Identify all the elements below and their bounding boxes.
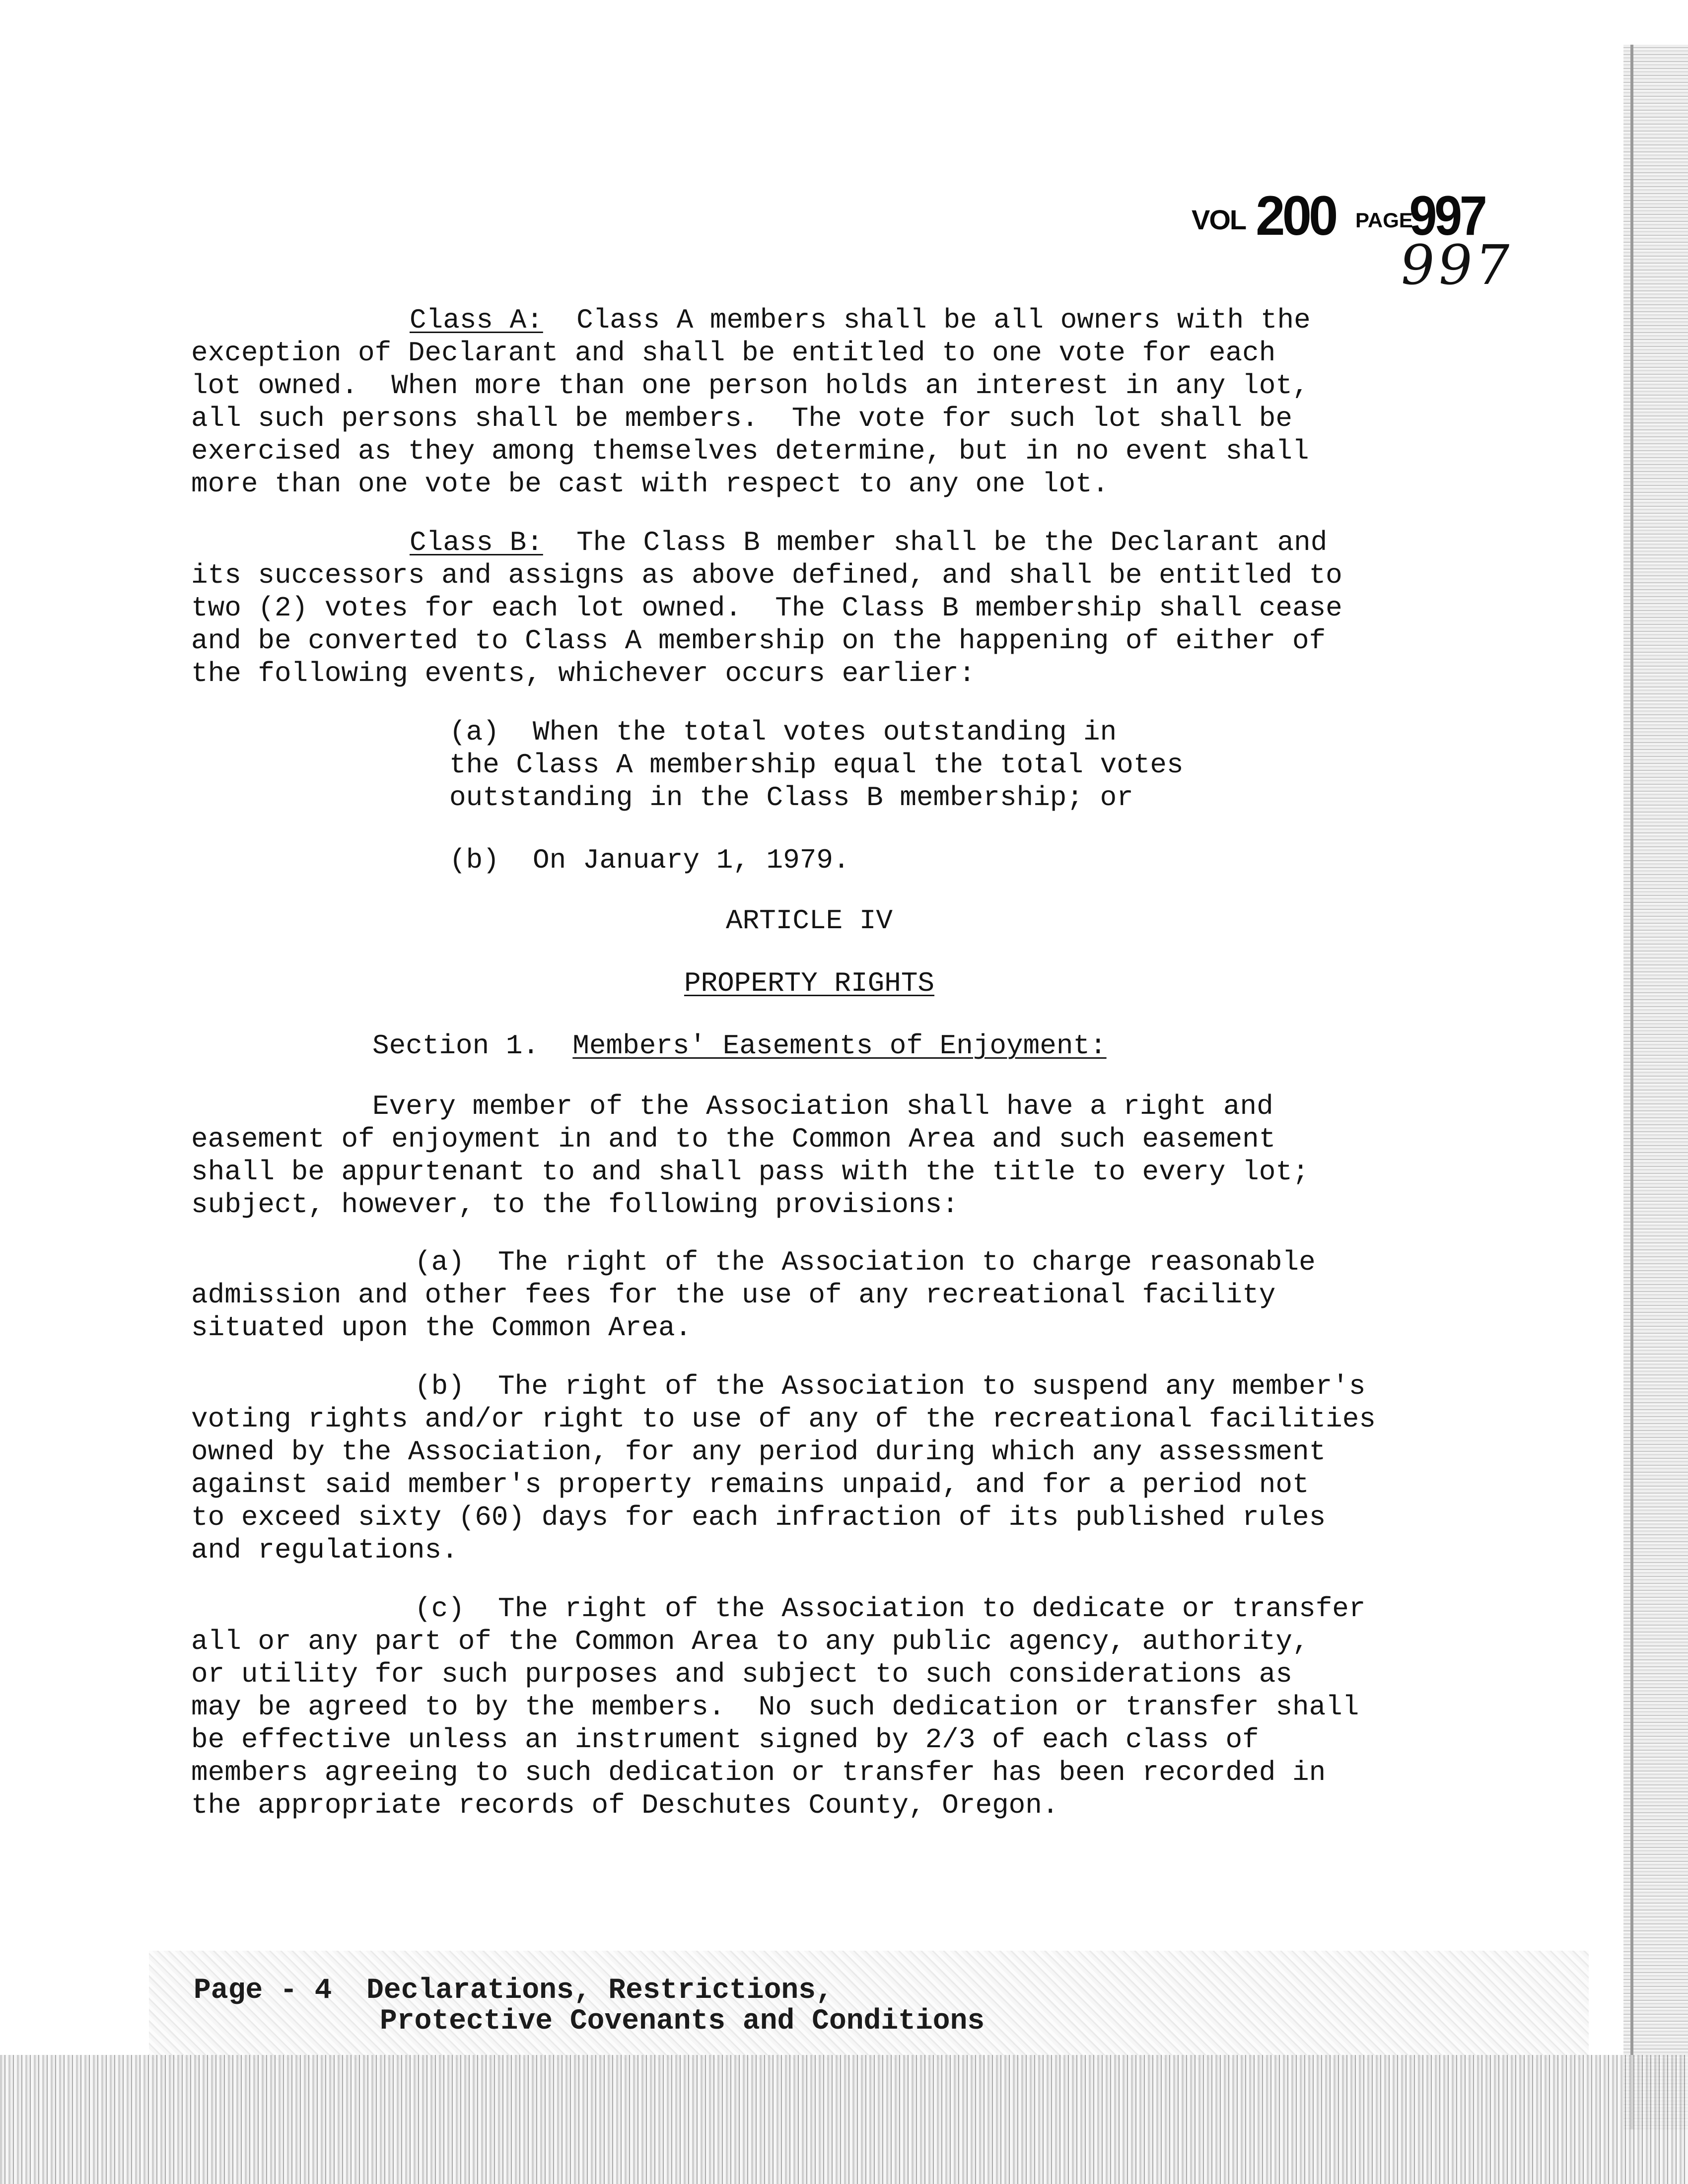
footer-title-line-2: Protective Covenants and Conditions	[380, 2005, 985, 2038]
class-b-line: its successors and assigns as above defined, and shall be entitled to	[191, 559, 1342, 591]
section-1-heading	[372, 1029, 1107, 1062]
class-a-line: lot owned. When more than one person holds an interest in any lot,	[191, 370, 1309, 402]
handwritten-page-number: 997	[1396, 233, 1518, 297]
class-b-line: the following events, whichever occurs earlier:	[191, 658, 976, 689]
scan-bottom-noise	[0, 2055, 1688, 2184]
provision-b-line: (b) The right of the Association to suspend any member's	[415, 1370, 1366, 1402]
scan-edge-line	[1630, 45, 1633, 2129]
article-title	[0, 967, 1618, 1000]
provision-c-line: be effective unless an instrument signed by 2/3 of each class of	[191, 1724, 1259, 1756]
article-title-text: PROPERTY RIGHTS	[684, 967, 935, 999]
event-a-line: (a) When the total votes outstanding in	[449, 716, 1117, 748]
provision-b-line: against said member's property remains unpaid, and for a period not	[191, 1469, 1309, 1501]
section-1-intro-line: shall be appurtenant to and shall pass with the title to every lot;	[191, 1156, 1309, 1188]
section-1-intro-line: easement of enjoyment in and to the Common Area and such easement	[191, 1123, 1276, 1155]
provision-b-line: and regulations.	[191, 1534, 458, 1566]
provision-c-line: all or any part of the Common Area to any public agency, authority,	[191, 1626, 1309, 1657]
stamp-page-number: 997	[1409, 185, 1485, 247]
provision-a-line: (a) The right of the Association to charge reasonable	[415, 1246, 1316, 1278]
footer-page-label: Page - 4	[194, 1975, 332, 2007]
class-a-heading: Class A:	[410, 304, 543, 336]
footer-title-line-1: Declarations, Restrictions,	[366, 1975, 833, 2007]
provision-c-line: the appropriate records of Deschutes County, Oregon.	[191, 1789, 1059, 1821]
provision-c-line: members agreeing to such dedication or transfer has been recorded in	[191, 1757, 1326, 1788]
provision-c-line: or utility for such purposes and subject to such considerations as	[191, 1658, 1292, 1690]
stamp-vol-label: VOL	[1192, 204, 1246, 235]
provision-c-line: may be agreed to by the members. No such dedication or transfer shall	[191, 1691, 1359, 1723]
stamp-page-label: PAGE	[1355, 208, 1413, 232]
section-1-intro-line: subject, however, to the following provisions:	[191, 1189, 959, 1221]
class-a-first-line	[410, 304, 1311, 337]
provision-a-line: admission and other fees for the use of any recreational facility	[191, 1279, 1276, 1311]
article-number: ARTICLE IV	[725, 905, 893, 937]
event-a-line: the Class A membership equal the total votes	[449, 749, 1184, 781]
class-a-first-line-text: Class A members shall be all owners with the	[576, 304, 1311, 336]
class-b-heading: Class B:	[410, 527, 543, 558]
provision-a-line: situated upon the Common Area.	[191, 1312, 692, 1344]
class-b-line: and be converted to Class A membership on the happening of either of	[191, 625, 1326, 657]
class-a-line: exercised as they among themselves determine, but in no event shall	[191, 435, 1309, 467]
section-1-intro-line: Every member of the Association shall have a right and	[372, 1091, 1273, 1122]
stamp-book-number: 200	[1256, 185, 1336, 247]
event-b-line: (b) On January 1, 1979.	[449, 844, 850, 876]
class-b-line: two (2) votes for each lot owned. The Class B membership shall cease	[191, 592, 1342, 624]
class-a-line: more than one vote be cast with respect to any one lot.	[191, 468, 1109, 500]
provision-b-line: owned by the Association, for any period during which any assessment	[191, 1436, 1326, 1468]
class-a-line: exception of Declarant and shall be entitled to one vote for each	[191, 337, 1276, 369]
class-b-first-line-text: The Class B member shall be the Declarant and	[576, 527, 1328, 558]
page-footer	[194, 1976, 833, 2006]
section-1-label: Section 1.	[372, 1030, 540, 1062]
event-a-line: outstanding in the Class B membership; or	[449, 782, 1133, 814]
section-1-title: Members' Easements of Enjoyment:	[572, 1030, 1107, 1062]
provision-b-line: voting rights and/or right to use of any of the recreational facilities	[191, 1403, 1376, 1435]
class-a-line: all such persons shall be members. The vote for such lot shall be	[191, 403, 1292, 434]
class-b-first-line	[410, 526, 1327, 559]
provision-c-line: (c) The right of the Association to dedicate or transfer	[415, 1593, 1366, 1625]
provision-b-line: to exceed sixty (60) days for each infraction of its published rules	[191, 1502, 1326, 1533]
